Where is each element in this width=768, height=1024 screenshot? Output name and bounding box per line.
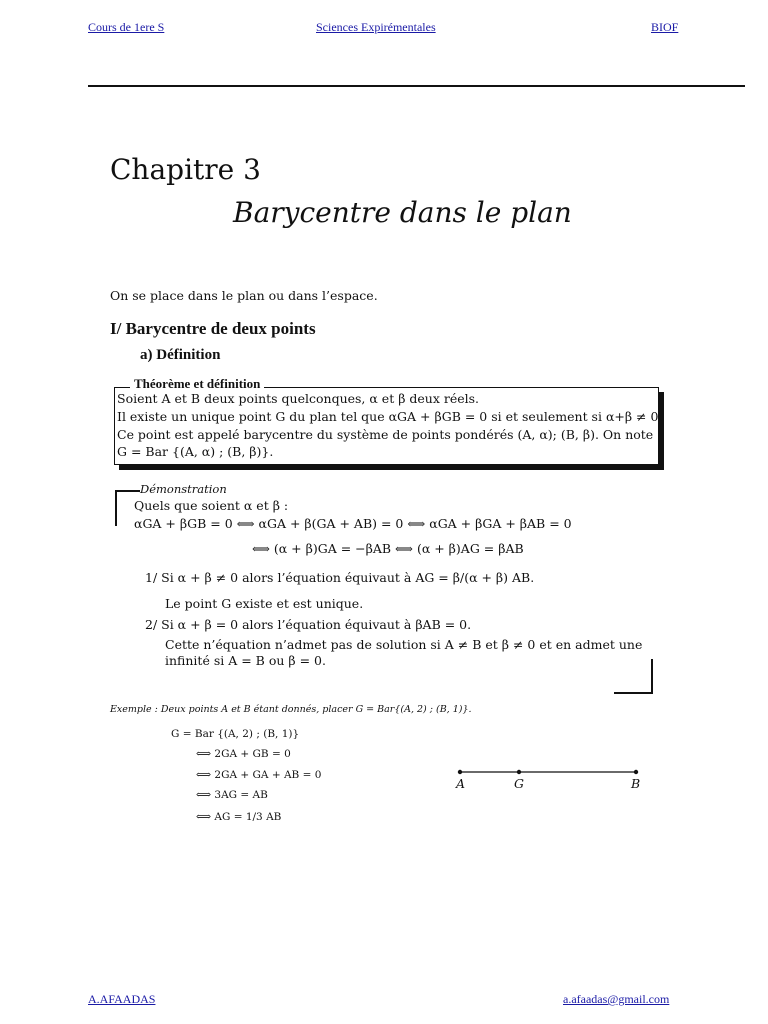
footer-email-link[interactable]: a.afaadas@gmail.com: [563, 992, 670, 1006]
example-step: ⟺ 2GA + GB = 0: [196, 748, 291, 760]
demo-case-2: 2/ Si α + β = 0 alors l’équation équivaut à βAB = 0.: [145, 617, 472, 632]
example-statement: Exemple : Deux points A et B étant donnés, placer G = Bar{(A, 2) ; (B, 1)}.: [110, 704, 472, 715]
theorem-line: G = Bar {(A, α) ; (B, β)}.: [117, 444, 274, 459]
label-point-a: A: [456, 776, 466, 791]
example-step: ⟺ 2GA + GA + AB = 0: [196, 769, 322, 781]
label-point-b: B: [631, 776, 641, 791]
subsection-heading: a) Définition: [140, 347, 221, 363]
demo-case-2-note: Cette n’équation n’admet pas de solution si A ≠ B et β ≠ 0 et en admet une: [165, 637, 643, 652]
section-heading: I/ Barycentre de deux points: [110, 319, 316, 338]
demo-equation-1: αGA + βGB = 0 ⟺ αGA + β(GA + AB) = 0 ⟺ αGA + βGA + βAB = 0: [134, 516, 572, 531]
intro-text: On se place dans le plan ou dans l’espace.: [110, 288, 378, 303]
demo-case-1: 1/ Si α + β ≠ 0 alors l’équation équivaut à AG = β/(α + β) AB.: [145, 570, 535, 585]
chapter-number: Chapitre 3: [110, 153, 261, 186]
example-step: G = Bar {(A, 2) ; (B, 1)}: [171, 728, 300, 740]
point-g: [517, 770, 521, 774]
header-rule: [88, 85, 745, 87]
chapter-title: Barycentre dans le plan: [233, 196, 572, 229]
footer-author-link[interactable]: A.AFAADAS: [88, 992, 156, 1006]
header-biof-link[interactable]: BIOF: [651, 20, 679, 34]
segment-figure: [450, 764, 650, 800]
example-step: ⟺ AG = 1/3 AB: [196, 811, 282, 823]
demo-label: Démonstration: [140, 482, 227, 496]
header-subject-link[interactable]: Sciences Expirémentales: [316, 20, 436, 34]
demo-close-bracket: [612, 657, 656, 697]
theorem-label: Théorème et définition: [130, 376, 264, 392]
theorem-line: Ce point est appelé barycentre du système de points pondérés (A, α); (B, β). On note: [117, 427, 654, 442]
theorem-line: Il existe un unique point G du plan tel que αGA + βGB = 0 si et seulement si α+β ≠ 0.: [117, 409, 663, 424]
example-step: ⟺ 3AG = AB: [196, 789, 268, 801]
point-b: [634, 770, 638, 774]
point-a: [458, 770, 462, 774]
demo-case-1-note: Le point G existe et est unique.: [165, 596, 364, 611]
theorem-line: Soient A et B deux points quelconques, α et β deux réels.: [117, 391, 480, 406]
demo-equation-2: ⟺ (α + β)GA = −βAB ⟺ (α + β)AG = βAB: [252, 541, 524, 556]
demo-case-2-note-cont: infinité si A = B ou β = 0.: [165, 653, 326, 668]
demo-intro: Quels que soient α et β :: [134, 498, 289, 513]
header-course-link[interactable]: Cours de 1ere S: [88, 20, 165, 34]
label-point-g: G: [514, 776, 524, 791]
